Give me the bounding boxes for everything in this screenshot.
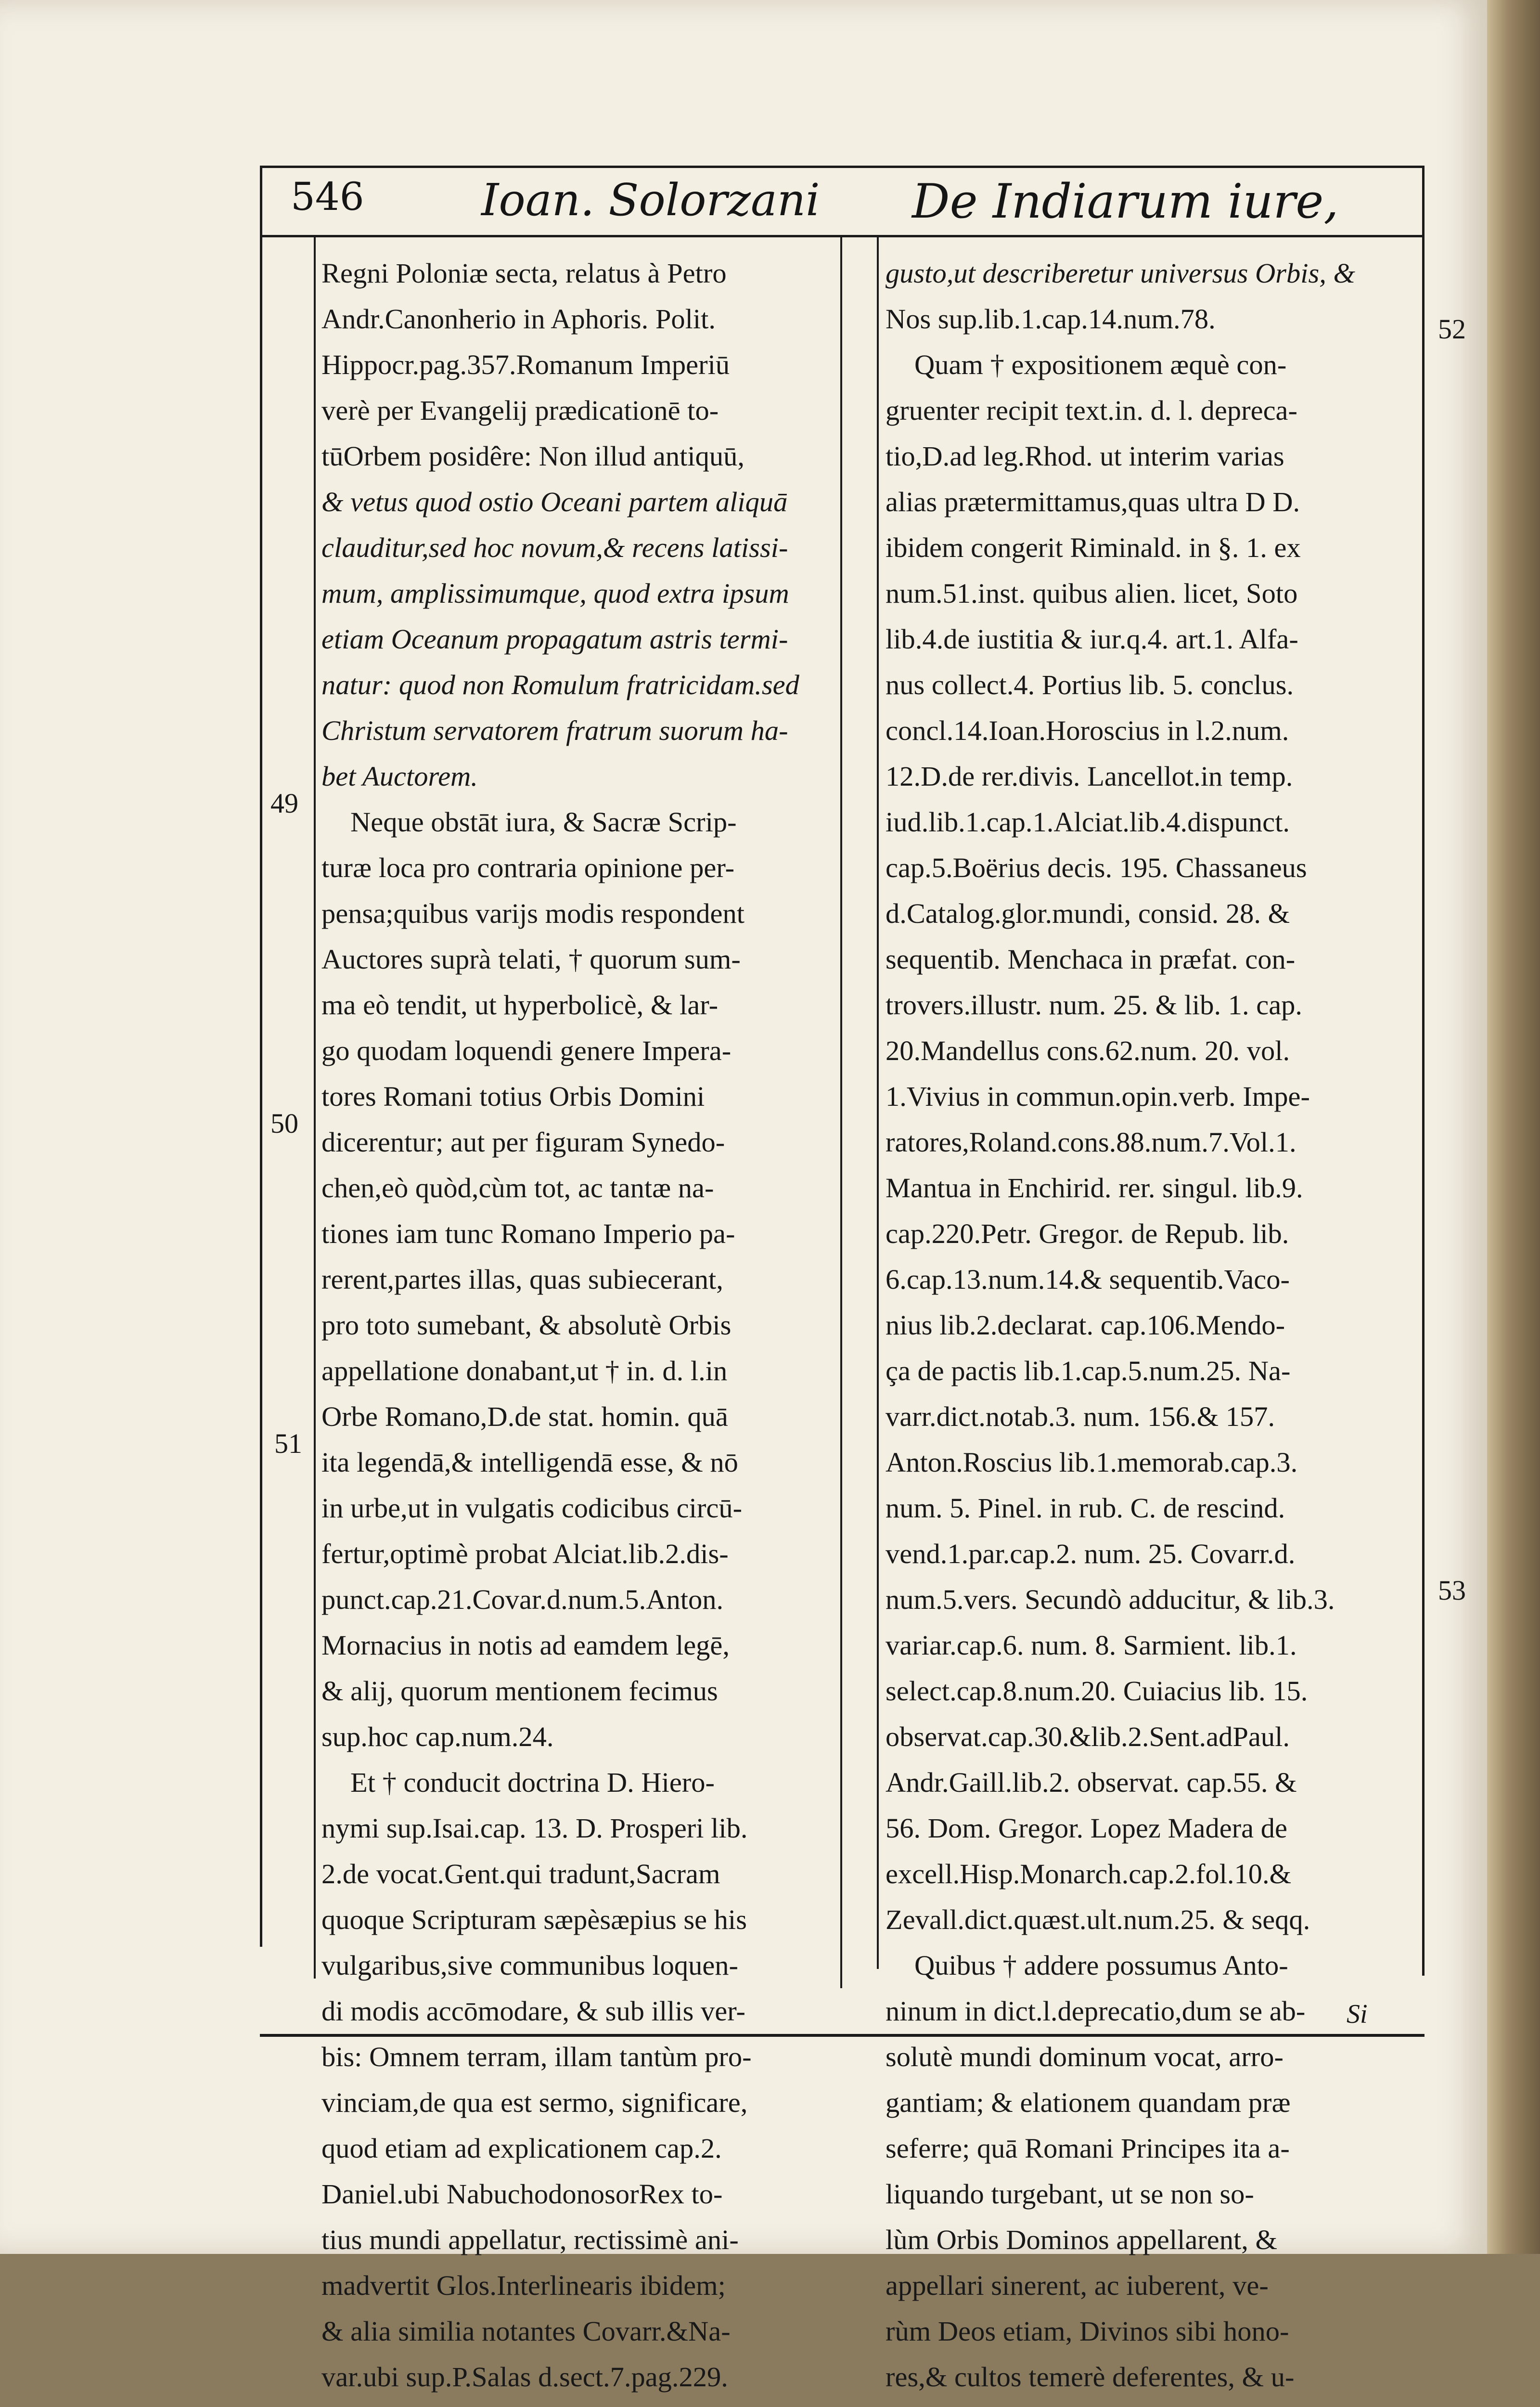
text-line: quoque Scripturam sæpèsæpius se his bbox=[321, 1904, 747, 1935]
text-line: variar.cap.6. num. 8. Sarmient. lib.1. bbox=[886, 1630, 1297, 1661]
text-line-italic: Christum servatorem fratrum suorum ha- bbox=[321, 715, 788, 746]
text-line: ratores,Roland.cons.88.num.7.Vol.1. bbox=[886, 1126, 1296, 1158]
text-line: num.5.vers. Secundò adducitur, & lib.3. bbox=[886, 1584, 1335, 1615]
text-line: 56. Dom. Gregor. Lopez Madera de bbox=[886, 1812, 1287, 1844]
text-line: lib.4.de iustitia & iur.q.4. art.1. Alfa- bbox=[886, 623, 1298, 655]
text-line: turæ loca pro contraria opinione per- bbox=[321, 852, 735, 883]
text-line: tio,D.ad leg.Rhod. ut interim varias bbox=[886, 440, 1284, 472]
catchword: Si bbox=[1347, 1999, 1368, 2029]
text-line: 20.Mandellus cons.62.num. 20. vol. bbox=[886, 1035, 1290, 1066]
text-line: excell.Hisp.Monarch.cap.2.fol.10.& bbox=[886, 1858, 1292, 1889]
text-line-italic: clauditur,sed hoc novum,& recens latissi- bbox=[321, 532, 788, 563]
header-rule bbox=[260, 235, 1424, 237]
left-frame-rule bbox=[260, 166, 262, 1947]
text-line: iud.lib.1.cap.1.Alciat.lib.4.dispunct. bbox=[886, 806, 1290, 838]
text-line: Anton.Roscius lib.1.memorab.cap.3. bbox=[886, 1447, 1298, 1478]
text-line: seferre; quā Romani Principes ita a- bbox=[886, 2133, 1290, 2164]
text-line: 6.cap.13.num.14.& sequentib.Vaco- bbox=[886, 1264, 1290, 1295]
text-line: verè per Evangelij prædicationē to- bbox=[321, 395, 719, 426]
page-fore-edge bbox=[1487, 0, 1540, 2254]
text-line: & alia similia notantes Covarr.&Na- bbox=[321, 2316, 731, 2347]
text-line: Neque obstāt iura, & Sacræ Scrip- bbox=[350, 806, 737, 838]
text-line: ninum in dict.l.deprecatio,dum se ab- bbox=[886, 1995, 1306, 2027]
center-column-rule bbox=[840, 236, 842, 1988]
text-line: tius mundi appellatur, rectissimè ani- bbox=[321, 2224, 739, 2255]
text-line: dicerentur; aut per figuram Synedo- bbox=[321, 1126, 725, 1158]
text-line: pro toto sumebant, & absolutè Orbis bbox=[321, 1309, 732, 1341]
top-rule bbox=[260, 166, 1424, 168]
text-line: vinciam,de qua est sermo, significare, bbox=[321, 2087, 748, 2118]
text-line: d.Catalog.glor.mundi, consid. 28. & bbox=[886, 898, 1290, 929]
text-line: ibidem congerit Riminald. in §. 1. ex bbox=[886, 532, 1301, 563]
margin-number-50: 50 bbox=[270, 1108, 298, 1139]
text-line: bis: Omnem terram, illam tantùm pro- bbox=[321, 2041, 752, 2072]
margin-number-49: 49 bbox=[270, 788, 298, 819]
text-line: in urbe,ut in vulgatis codicibus circū- bbox=[321, 1492, 743, 1524]
text-line: Mantua in Enchirid. rer. singul. lib.9. bbox=[886, 1172, 1303, 1204]
text-line: chen,eò quòd,cùm tot, ac tantæ na- bbox=[321, 1172, 714, 1204]
text-column-right bbox=[886, 250, 1432, 2407]
text-line: Nos sup.lib.1.cap.14.num.78. bbox=[886, 303, 1216, 335]
text-line: Daniel.ubi NabuchodonosorRex to- bbox=[321, 2178, 723, 2210]
text-line: solutè mundi dominum vocat, arro- bbox=[886, 2041, 1283, 2072]
text-line: cap.220.Petr. Gregor. de Repub. lib. bbox=[886, 1218, 1289, 1249]
margin-number-52: 52 bbox=[1438, 313, 1466, 345]
text-line: nymi sup.Isai.cap. 13. D. Prosperi lib. bbox=[321, 1812, 748, 1844]
text-line: Quibus † addere possumus Anto- bbox=[914, 1950, 1288, 1981]
text-line: tores Romani totius Orbis Domini bbox=[321, 1081, 705, 1112]
text-line: nius lib.2.declarat. cap.106.Mendo- bbox=[886, 1309, 1285, 1341]
text-line: Et † conducit doctrina D. Hiero- bbox=[350, 1767, 715, 1798]
text-column-left bbox=[321, 250, 832, 2407]
text-line-italic: etiam Oceanum propagatum astris termi- bbox=[321, 623, 788, 655]
inner-column-rule bbox=[877, 236, 879, 1969]
text-line: madvertit Glos.Interlinearis ibidem; bbox=[321, 2270, 726, 2301]
text-line: Regni Poloniæ secta, relatus à Petro bbox=[321, 258, 727, 289]
text-line-italic: natur: quod non Romulum fratricidam.sed bbox=[321, 669, 799, 700]
margin-number-51: 51 bbox=[274, 1428, 302, 1459]
text-line: di modis accōmodare, & sub illis ver- bbox=[321, 1995, 746, 2027]
text-line: go quodam loquendi genere Impera- bbox=[321, 1035, 732, 1066]
text-line: varr.dict.notab.3. num. 156.& 157. bbox=[886, 1401, 1275, 1432]
text-line: res,& cultos temerè deferentes, & u- bbox=[886, 2361, 1295, 2393]
text-line: select.cap.8.num.20. Cuiacius lib. 15. bbox=[886, 1675, 1308, 1707]
text-line: Auctores suprà telati, † quorum sum- bbox=[321, 944, 741, 975]
text-line: rerent,partes illas, quas subiecerant, bbox=[321, 1264, 723, 1295]
text-line: fertur,optimè probat Alciat.lib.2.dis- bbox=[321, 1538, 729, 1569]
text-line: quod etiam ad explicationem cap.2. bbox=[321, 2133, 722, 2164]
text-line: Quam † expositionem æquè con- bbox=[914, 349, 1287, 380]
text-line: cap.5.Boërius decis. 195. Chassaneus bbox=[886, 852, 1307, 883]
text-line: lùm Orbis Dominos appellarent, & bbox=[886, 2224, 1278, 2255]
text-line: concl.14.Ioan.Horoscius in l.2.num. bbox=[886, 715, 1289, 746]
text-line: ça de pactis lib.1.cap.5.num.25. Na- bbox=[886, 1355, 1291, 1386]
text-line: ita legendā,& intelligendā esse, & nō bbox=[321, 1447, 738, 1478]
text-line: Zevall.dict.quæst.ult.num.25. & seqq. bbox=[886, 1904, 1310, 1935]
margin-number-53: 53 bbox=[1438, 1575, 1466, 1606]
running-head-title: De Indiarum iure, bbox=[912, 174, 1339, 229]
text-line: 1.Vivius in commun.opin.verb. Impe- bbox=[886, 1081, 1310, 1112]
text-line: Andr.Gaill.lib.2. observat. cap.55. & bbox=[886, 1767, 1297, 1798]
text-line: 2.de vocat.Gent.qui tradunt,Sacram bbox=[321, 1858, 720, 1889]
text-line: Mornacius in notis ad eamdem legē, bbox=[321, 1630, 730, 1661]
text-line: tūOrbem posidêre: Non illud antiquū, bbox=[321, 440, 744, 472]
text-line: trovers.illustr. num. 25. & lib. 1. cap. bbox=[886, 989, 1303, 1021]
text-line: & alij, quorum mentionem fecimus bbox=[321, 1675, 718, 1707]
text-line bbox=[321, 2400, 832, 2407]
text-line: Andr.Canonherio in Aphoris. Polit. bbox=[321, 303, 716, 335]
text-line: Hippocr.pag.357.Romanum Imperiū bbox=[321, 349, 730, 380]
left-column-rule bbox=[314, 236, 316, 1979]
text-line: appellari sinerent, ac iuberent, ve- bbox=[886, 2270, 1269, 2301]
text-line: gruenter recipit text.in. d. l. depreca- bbox=[886, 395, 1297, 426]
text-line: var.ubi sup.P.Salas d.sect.7.pag.229. bbox=[321, 2361, 728, 2393]
text-line-italic: bet Auctorem. bbox=[321, 761, 478, 792]
running-head-author: Ioan. Solorzani bbox=[481, 174, 820, 226]
text-line: observat.cap.30.&lib.2.Sent.adPaul. bbox=[886, 1721, 1290, 1752]
text-line: num.51.inst. quibus alien. licet, Soto bbox=[886, 578, 1298, 609]
text-line: sequentib. Menchaca in præfat. con- bbox=[886, 944, 1296, 975]
text-line: num. 5. Pinel. in rub. C. de rescind. bbox=[886, 1492, 1285, 1524]
text-line: vulgaribus,sive communibus loquen- bbox=[321, 1950, 739, 1981]
text-line: ma eò tendit, ut hyperbolicè, & lar- bbox=[321, 989, 719, 1021]
text-line: appellatione donabant,ut † in. d. l.in bbox=[321, 1355, 728, 1386]
text-line: vend.1.par.cap.2. num. 25. Covarr.d. bbox=[886, 1538, 1296, 1569]
folio-number: 546 bbox=[291, 174, 364, 219]
text-line: tiones iam tunc Romano Imperio pa- bbox=[321, 1218, 735, 1249]
text-line bbox=[886, 2400, 1432, 2407]
text-line: sup.hoc cap.num.24. bbox=[321, 1721, 554, 1752]
text-line: rùm Deos etiam, Divinos sibi hono- bbox=[886, 2316, 1289, 2347]
text-line: nus collect.4. Portius lib. 5. conclus. bbox=[886, 669, 1294, 700]
text-line: liquando turgebant, ut se non so- bbox=[886, 2178, 1254, 2210]
text-line: alias prætermittamus,quas ultra D D. bbox=[886, 486, 1300, 518]
text-line-italic: & vetus quod ostio Oceani partem aliquā bbox=[321, 486, 788, 518]
text-line: 12.D.de rer.divis. Lancellot.in temp. bbox=[886, 761, 1293, 792]
text-line: punct.cap.21.Covar.d.num.5.Anton. bbox=[321, 1584, 724, 1615]
text-line: gantiam; & elationem quandam præ bbox=[886, 2087, 1291, 2118]
text-line: pensa;quibus varijs modis respondent bbox=[321, 898, 745, 929]
text-line-italic: mum, amplissimumque, quod extra ipsum bbox=[321, 578, 789, 609]
text-line: Orbe Romano,D.de stat. homin. quā bbox=[321, 1401, 728, 1432]
text-line-italic: gusto,ut describeretur universus Orbis, & bbox=[886, 258, 1356, 289]
